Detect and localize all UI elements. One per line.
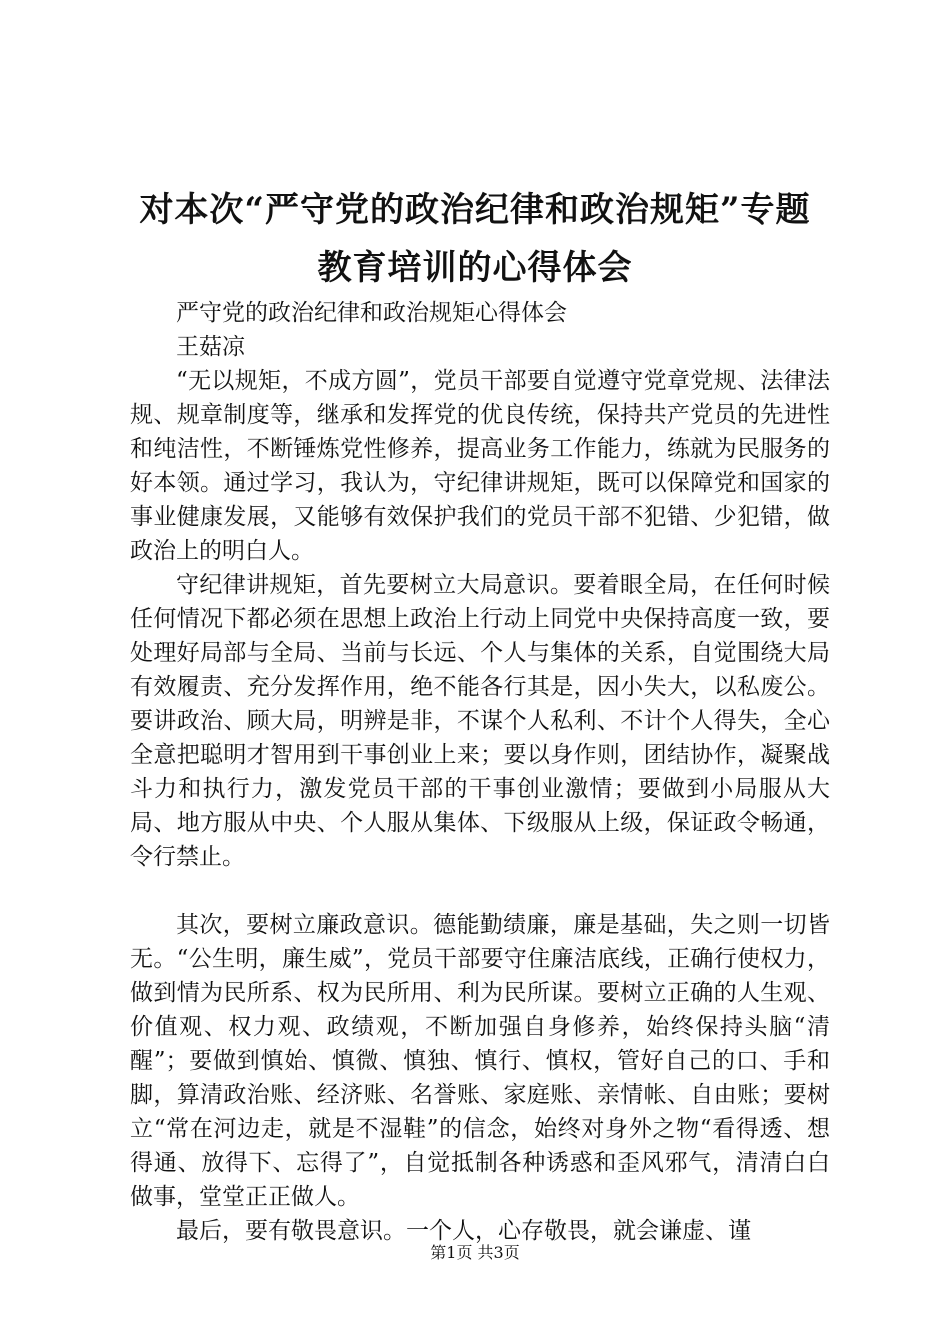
page-number-footer: 第1页 共3页 xyxy=(430,1243,520,1262)
paragraph: 其次，要树立廉政意识。德能勤绩廉，廉是基础，失之则一切皆无。“公生明，廉生威”，党员干部要守住廉洁底线，正确行使权力，做到情为民所系、权为民所用、利为民所谋。要树立正确的人生观、价值观、权力观、政绩观，不断加强自身修养，始终保持头脑“清醒”；要做到慎始、慎微、慎独、慎行、慎权，管好自己的口、手和脚，算清政治账、经济账、名誉账、家庭账、亲情帐、自由账；要树立“常在河边走，就是不湿鞋”的信念，始终对身外之物“看得透、想得通、放得下、忘得了”，自觉抵制各种诱惑和歪风邪气，清清白白做事，堂堂正正做人。 xyxy=(130,912,830,1210)
document-subtitle: 严守党的政治纪律和政治规矩心得体会 xyxy=(176,300,567,326)
document-title-line-1: 对本次“严守党的政治纪律和政治规矩”专题 xyxy=(139,190,811,230)
paragraph: “无以规矩，不成方圆”，党员干部要自觉遵守党章党规、法律法规、规章制度等，继承和发挥党的优良传统，保持共产党员的先进性和纯洁性，不断锤炼党性修养，提高业务工作能力，练就为民服务的好本领。通过学习，我认为，守纪律讲规矩，既可以保障党和国家的事业健康发展，又能够有效保护我们的党员干部不犯错、少犯错，做政治上的明白人。 xyxy=(130,368,830,564)
document-title-line-2: 教育培训的心得体会 xyxy=(317,248,633,288)
document-author: 王菇凉 xyxy=(176,334,245,360)
paragraph: 最后，要有敬畏意识。一个人，心存敬畏，就会谦虚、谨 xyxy=(176,1218,751,1244)
document-body xyxy=(130,296,830,1248)
paragraph: 守纪律讲规矩，首先要树立大局意识。要着眼全局，在任何时候任何情况下都必须在思想上政治上行动上同党中央保持高度一致，要处理好局部与全局、当前与长远、个人与集体的关系，自觉围绕大局有效履责、充分发挥作用，绝不能各行其是，因小失大，以私废公。要讲政治、顾大局，明辨是非，不谋个人私利、不计个人得失，全心全意把聪明才智用到干事创业上来；要以身作则，团结协作，凝聚战斗力和执行力，激发党员干部的干事创业激情；要做到小局服从大局、地方服从中央、个人服从集体、下级服从上级，保证政令畅通，令行禁止。 xyxy=(130,572,830,870)
